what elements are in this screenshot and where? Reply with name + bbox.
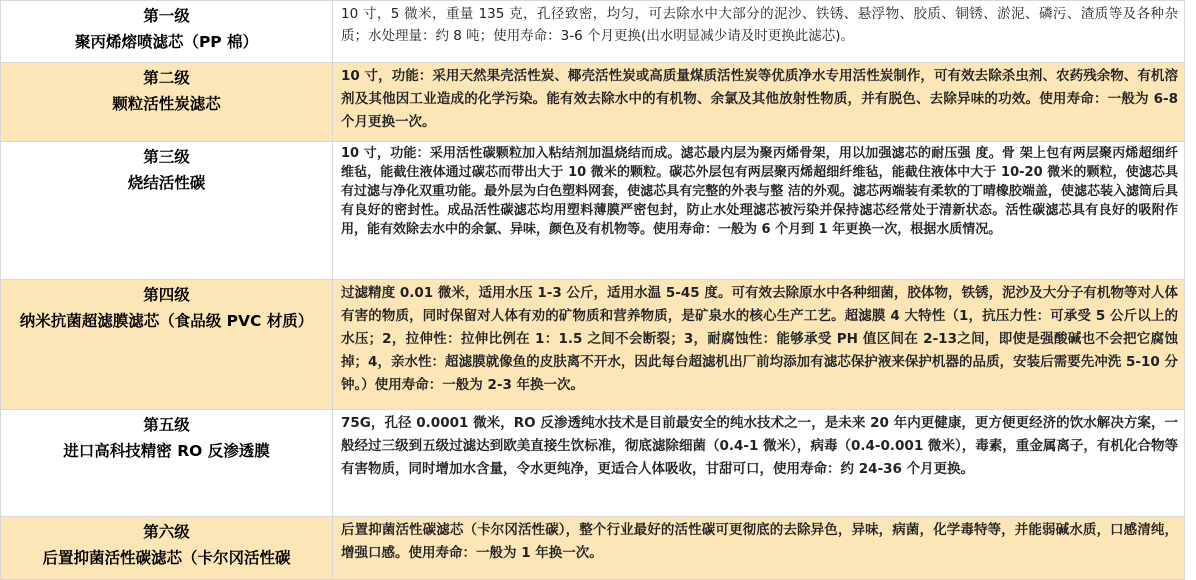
stage-name: 纳米抗菌超滤膜滤芯（食品级 PVC 材质） [19, 312, 314, 330]
stage-description: 10 寸，功能：采用活性碳颗粒加入粘结剂加温烧结而成。滤芯最内层为聚丙烯骨架，用以加强滤芯的耐压强 度。骨 架上包有两层聚丙烯超细纤维毡，能截住液体通过碳芯而带出大于 10 微米的颗粒。碳芯外层包有两层聚丙烯超细纤维毡，能截住液体中大于 10-20 微米的颗粒，使滤芯具有过滤与净化双重功能。最外层为白色塑料网套，使滤芯具有完整的外表与整 洁的外观。滤芯两端装有柔软的丁晴橡胶端盖，使滤芯装入滤筒后具有良好的密封性。成品活性碳滤芯均用塑料薄膜严密包封，防止水处理滤芯被污染并保持滤芯经常处于清新状态。活性碳滤芯具有良好的吸附作用，能有效除去水中的余氯、异味，颜色及有机物等。使用寿命：一般为 6 个月到 1 年更换一次，根据水质情况。 [333, 142, 1185, 280]
stage-level: 第五级 [143, 416, 190, 434]
stage-title-cell [1, 1, 333, 63]
stage-description: 过滤精度 0.01 微米，适用水压 1-3 公斤，适用水温 5-45 度。可有效去除原水中各种细菌，胶体物，铁锈，泥沙及大分子有机物等对人体有害的物质，同时保留对人体有劝的矿物质和营养物质，是矿泉水的核心生产工艺。超滤膜 4 大特性（1，抗压力性：可承受 5 公斤以上的水压；2，拉伸性：拉伸比例在 1：1.5 之间不会断裂；3，耐腐蚀性：能够承受 PH 值区间在 2-13之间，即使是强酸碱也不会把它腐蚀掉；4，亲水性：超滤膜就像鱼的皮肤离不开水，因此每台超滤机出厂前均添加有滤芯保护液来保护机器的品质，安装后需要先冲洗 5-10 分钟。）使用寿命：一般为 2-3 年换一次。 [333, 280, 1185, 410]
table-row-stage-2 [1, 63, 1185, 142]
stage-level: 第四级 [143, 286, 190, 304]
table-row-stage-1 [1, 1, 1185, 63]
stage-level: 第三级 [143, 148, 190, 166]
table-row-stage-5 [1, 410, 1185, 517]
stage-name: 颗粒活性炭滤芯 [112, 95, 221, 113]
stage-level: 第一级 [143, 7, 190, 25]
stage-name: 后置抑菌活性碳滤芯（卡尔冈活性碳 [42, 549, 291, 567]
stage-description: 后置抑菌活性碳滤芯（卡尔冈活性碳），整个行业最好的活性碳可更彻底的去除异色，异味，病菌，化学毒特等，并能弱碱水质，口感清纯，增强口感。使用寿命：一般为 1 年换一次。 [333, 517, 1185, 580]
stage-title-cell [1, 517, 333, 580]
stage-name: 聚丙烯熔喷滤芯（PP 棉） [74, 33, 259, 51]
stage-description: 75G，孔径 0.0001 微米，RO 反渗透纯水技术是目前最安全的纯水技术之一，是未来 20 年内更健康，更方便更经济的饮水解决方案，一般经过三级到五级过滤达到欧美直接生饮标准，彻底滤除细菌（0.4-1 微米），病毒（0.4-0.001 微米），毒素，重金属离子，有机化合物等有害物质，同时增加水含量，令水更纯净，更适合人体吸收，甘甜可口，使用寿命：约 24-36 个月更换。 [333, 410, 1185, 517]
stage-description: 10 寸，功能：采用天然果壳活性炭、椰壳活性炭或高质量煤质活性炭等优质净水专用活性炭制作，可有效去除杀虫剂、农药残余物、有机溶剂及其他因工业造成的化学污染。能有效去除水中的有机物、余氯及其他放射性物质，并有脱色、去除异味的功效。使用寿命：一般为 6-8 个月更换一次。 [333, 63, 1185, 142]
stage-title-cell [1, 410, 333, 517]
table-row-stage-6 [1, 517, 1185, 580]
stage-title-cell [1, 142, 333, 280]
stage-title-cell [1, 280, 333, 410]
table-row-stage-3 [1, 142, 1185, 280]
table-row-stage-4 [1, 280, 1185, 410]
stage-name: 烧结活性碳 [127, 174, 206, 192]
stage-title-cell [1, 63, 333, 142]
stage-level: 第六级 [143, 523, 190, 541]
stage-level: 第二级 [143, 69, 190, 87]
stage-description: 10 寸，5 微米，重量 135 克，孔径致密，均匀，可去除水中大部分的泥沙、铁锈、悬浮物、胶质、铜锈、淤泥、磷污、渣质等及各种杂质；水处理量：约 8 吨；使用寿命：3-6 个月更换(出水明显减少请及时更换此滤芯)。 [333, 1, 1185, 63]
stage-name: 进口高科技精密 RO 反渗透膜 [63, 442, 270, 460]
